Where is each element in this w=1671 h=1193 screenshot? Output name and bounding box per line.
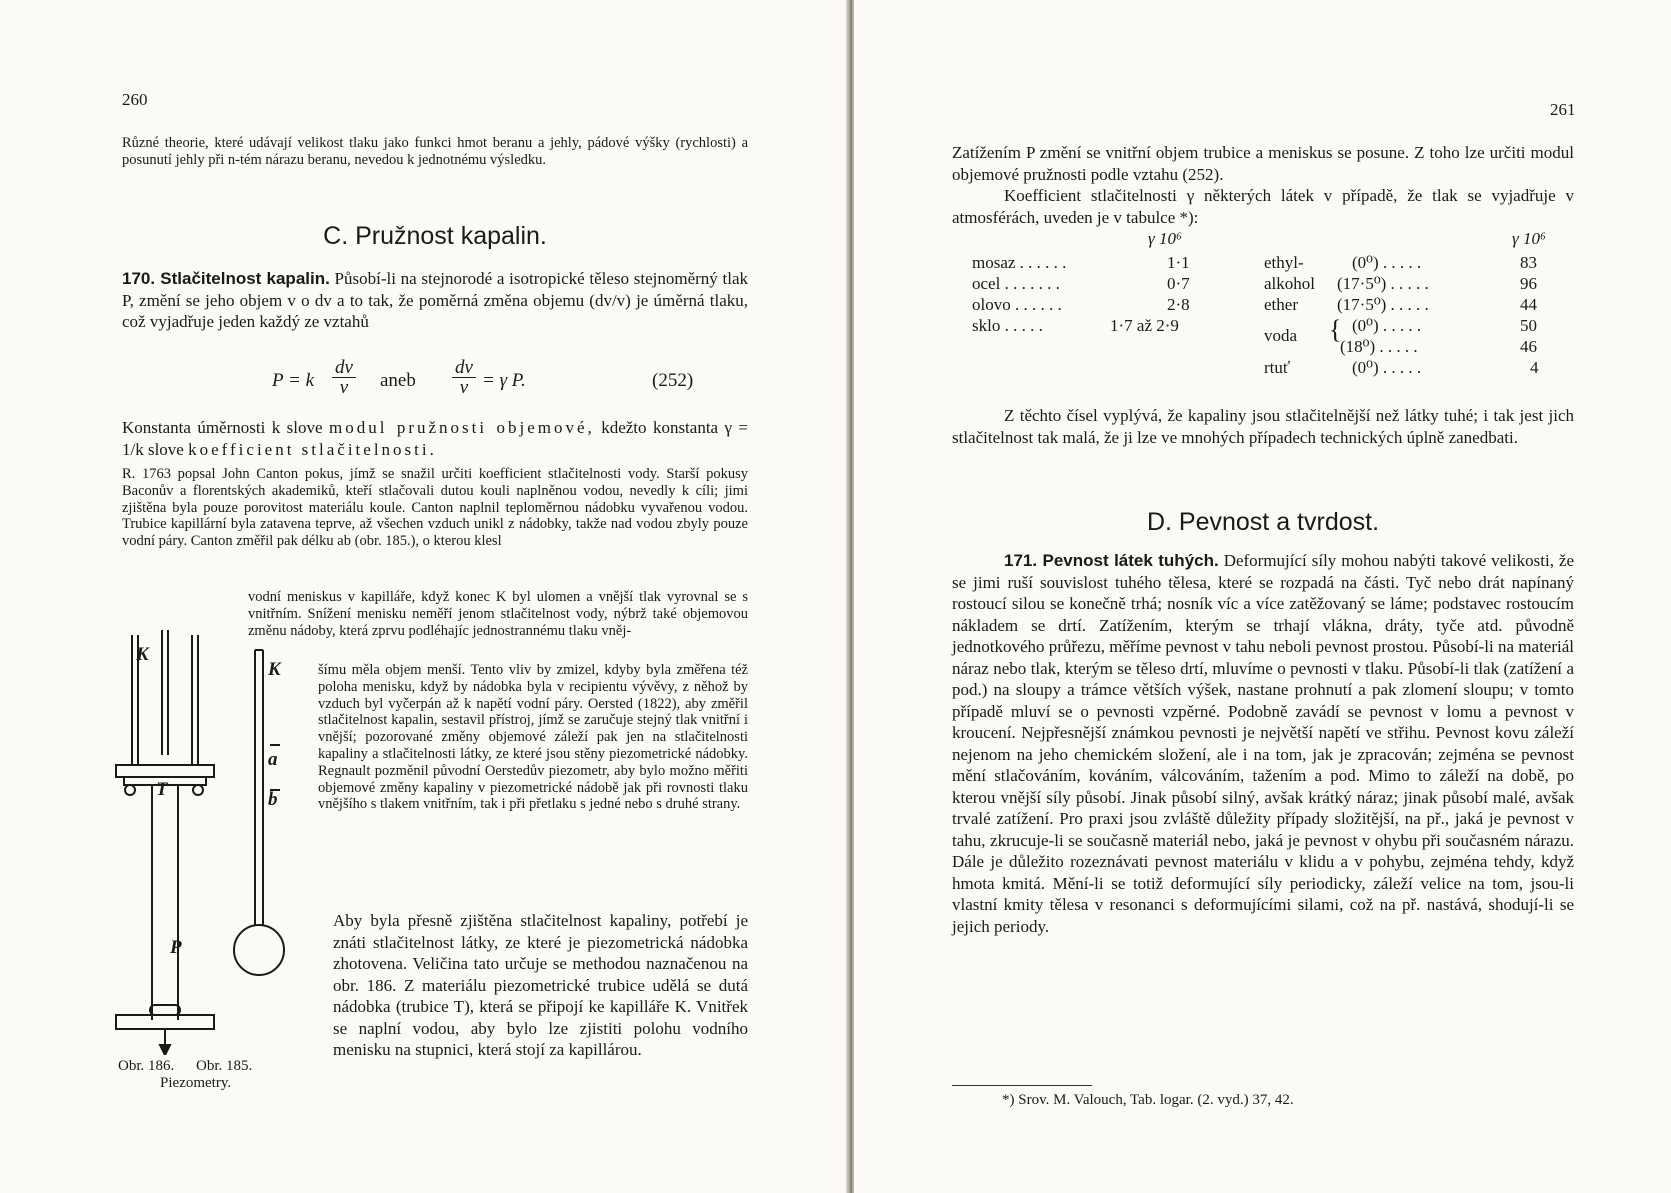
formula-rhs: = γ P.: [482, 370, 526, 391]
table-row-name: rtuť: [1264, 358, 1291, 377]
brace: {: [1329, 315, 1342, 344]
label-K-186: K: [136, 644, 149, 665]
strength-paragraph: [952, 550, 1574, 937]
footnote-rule: [952, 1085, 1092, 1086]
label-b: b: [268, 789, 278, 810]
section-number: 171. Pevnost látek tuhých.: [1004, 551, 1219, 570]
right-page: [854, 0, 1671, 1193]
table-row-name: voda: [1264, 326, 1298, 345]
table-row-value: 1·1: [1167, 253, 1190, 272]
piezometer-figure: [110, 625, 315, 1055]
label-T: T: [156, 779, 168, 800]
history-note-3: šímu měla objem menší. Tento vliv by zmizel, kdyby byla změřena též poloha menisku, když by nádobka byla v recipientu vývěvy, z něhož by vzduch byl vyčerpán až k napětí vodní páry. Oersted (1822), aby změřil stlačitelnost kapalin, sestavil přístroj, jímž se zaručuje stejný tlak vnitřní i vnější; pozorované změny objemové záleží pak jen na stlačitelnosti kapaliny a stlačitelnosti látky, ze které jsou stěny piezometrické nádobky. Regnault pozměnil původní Oerstedův piezometr, aby bylo možno měřiti objemové změny kapaliny v piezometrické nádobě jak při rovnosti tlaku vnějšího s tlakem vnitřním, tak i při přetlaku s jedné nebo s druhé strany.: [318, 662, 748, 813]
section-text: Působí-li na stejnorodé a isotropické těleso stejnoměrný tlak P, změní se jeho objem v o dv a to tak, že poměrná změna objemu (dv/v) je úměrná tlaku, což vyjadřuje jeden každý ze vztahů: [122, 269, 749, 331]
table-row-temp: (0⁰) . . . . .: [1352, 358, 1422, 377]
table-row-value: 46: [1520, 337, 1537, 356]
piezometer-186: [116, 630, 214, 1055]
caption-185: Obr. 185.: [196, 1058, 253, 1074]
formula-aneb: aneb: [380, 370, 416, 391]
section-text: Deformující síly mohou nabýti takové velikosti, že se jimi ruší souvislost tuhého tělesa, které se rozpadá na části. Tyč nebo drát napínaný rostoucí silou se konečně trhá; nosník víc a více zatěžovaný se láme; podstavec rostoucím nákladem se drtí. Zatížením, kterým se trhají vlákna, dráty, tyče atd. původně jednotkového průřezu, měříme pevnost v tahu neboli pevnost prostou. Působí-li na materiál náraz nebo tlak, kterým se těleso drtí, mluvíme o pevnosti v tlaku. Působí-li tlak (zatížení a pod.) na sloupy a trámce větších výšek, nastane prohnutí a pak zlomení sloupu; v tomto případě mluví se o pevnosti vzpěrné. Podobně zavádí se pevnost v lomu a pevnost v kroucení. Nejpřesnější známkou pevnosti je největší napětí ve střihu. Pevnost kovu záleží nejenom na jeho chemickém složení, ale i na tom, jak je zpracován; zejména se pevnost mění stlačováním, kováním, válcováním, tažením a pod. Mimo to záleží na době, po kterou vnější síly působí. Jinak působí silný, avšak krátký náraz; jinak působí malé, avšak trvalé zatížení. Pro praxi jsou zvláště důležity případy složitější, na př., jaká je pevnost v tahu, zkrucuje-li se současně materiál nebo, jaká je pevnost v ohybu při současném nárazu. Dále je důležito rozeznávati pevnost materiálu v klidu a v pohybu, zejména tehdy, když hmota kmitá. Mění-li se totiž deformující síly periodicky, záleží velice na tom, jsou-li vlastní kmity tělesa v resonanci s deformujícími silami, což na př. nastává, shodují-li se jejich periody.: [952, 551, 1575, 936]
table-header-right: γ 10⁶: [1512, 229, 1546, 248]
table-row-name: alkohol: [1264, 274, 1315, 293]
equation-number: (252): [652, 370, 694, 391]
label-K-185: K: [268, 659, 281, 680]
table-row-value: 96: [1520, 274, 1537, 293]
table-row-temp: (18⁰) . . . . .: [1340, 337, 1418, 356]
compressibility-table: [972, 229, 1572, 393]
conclusion-paragraph: Z těchto čísel vyplývá, že kapaliny jsou stlačitelnější než látky tuhé; i tak jest jich stlačitelnost tak malá, že ji lze ve mnohých případech technických úplně zanedbati.: [952, 406, 1574, 447]
table-row-temp: (0⁰) . . . . .: [1352, 316, 1422, 335]
formula-fraction-1: $\frac{dv}{v}$: [332, 358, 356, 397]
formula-fraction-2: $\frac{dv}{v}$: [452, 358, 476, 397]
constants-paragraph: Konstanta úměrnosti k slove modul pružnosti objemové, kdežto konstanta γ = 1/k slove koefficient stlačitelnosti.: [122, 418, 749, 459]
table-row-temp: (17·5⁰) . . . . .: [1337, 295, 1429, 314]
table-row-name: mosaz . . . . . .: [972, 253, 1067, 272]
table-row-name: ether: [1264, 295, 1298, 314]
section-number: 170. Stlačitelnost kapalin.: [122, 269, 330, 288]
table-row-value: 2·8: [1167, 295, 1190, 314]
page-number: 260: [122, 90, 148, 109]
formula-lhs: P = k: [272, 370, 315, 391]
table-row-name: ocel . . . . . . .: [972, 274, 1060, 293]
table-row-temp: (0⁰) . . . . .: [1352, 253, 1422, 272]
table-row-value: 0·7: [1167, 274, 1190, 293]
intro-note: Různé theorie, které udávají velikost tlaku jako funkci hmot beranu a jehly, pádové výšky (rychlosti) a posunutí jehly při n-tém nárazu beranu, nevedou k jednotnému výsledku.: [122, 135, 748, 168]
table-row-name: sklo . . . . .: [972, 316, 1043, 335]
table-row-value: 50: [1520, 316, 1537, 335]
table-row-temp: (17·5⁰) . . . . .: [1337, 274, 1429, 293]
term-koefficient: koefficient stlačitelnosti.: [188, 439, 437, 459]
intro-paragraph: Zatížením P změní se vnitřní objem trubice a meniskus se posune. Z toho lze určiti modul objemové pružnosti podle vztahu (252). Koefficient stlačitelnosti γ některých látek v případě, že tlak se vyjadřuje v atmosférách, uveden je v tabulce *):: [952, 143, 1574, 227]
table-row-name: ethyl-: [1264, 253, 1304, 272]
table-row-value: 4: [1530, 358, 1539, 377]
equation-252: [122, 358, 748, 408]
piezometer-185: [234, 650, 284, 975]
method-paragraph: Aby byla přesně zjištěna stlačitelnost kapaliny, potřebí je znáti stlačitelnost látky, ze které je piezometrická nádobka zhotovena. Veličina tato určuje se methodou naznačenou na obr. 186. Z materiálu piezometrické trubice udělá se dutá nádobka (trubice T), která se připojí ke kapilláře K. Vnitřek se naplní vodou, aby bylo lze zjistiti polohu vodního menisku na stupnici, která stojí za kapillárou.: [333, 911, 748, 1059]
footnote: *) Srov. M. Valouch, Tab. logar. (2. vyd.) 37, 42.: [1002, 1092, 1294, 1108]
page-number: 261: [1550, 100, 1576, 119]
table-row-value: 44: [1520, 295, 1537, 314]
table-row-value: 1·7 až 2·9: [1110, 316, 1179, 335]
caption-piezometry: Piezometry.: [160, 1075, 232, 1091]
figure-caption: [118, 1058, 318, 1092]
table-header-left: γ 10⁶: [1148, 229, 1182, 248]
table-row-value: 83: [1520, 253, 1537, 272]
section-heading: D. Pevnost a tvrdost.: [1146, 508, 1380, 536]
caption-186: Obr. 186.: [118, 1058, 175, 1074]
history-note-1: R. 1763 popsal John Canton pokus, jímž se snažil určiti koefficient stlačitelnosti vody. Starší pokusy Baconův a florentských akademiků, kteří stlačovali dutou kouli naplněnou vodou, nevedly k cíli; jimi zjištěna byla pouze porovitost materiálu koule. Canton naplnil teploměrnou nádobku vyvařenou vodou. Trubice kapillární byla zatavena teprve, až všechen vzduch unikl z nádobky, takže nad vodou zbyly pouze vodní páry. Canton změřil pak délku ab (obr. 185.), o kterou klesl: [122, 466, 748, 550]
table-row-name: olovo . . . . . .: [972, 295, 1062, 314]
term-modul: modul pružnosti objemové,: [328, 418, 595, 437]
section-heading: C. Pružnost kapalin.: [323, 222, 547, 250]
section-paragraph: [122, 268, 748, 333]
label-a: a: [268, 749, 278, 770]
label-P: P: [170, 937, 182, 958]
history-note-2: vodní meniskus v kapilláře, když konec K byl ulomen a vnější tlak vyrovnal se s vnitřním. Snížení menisku neměří jenom stlačitelnost vody, nýbrž také objemovou změnu nádoby, která zprvu podléhajíc jednostrannému tlaku vněj-: [248, 589, 748, 639]
